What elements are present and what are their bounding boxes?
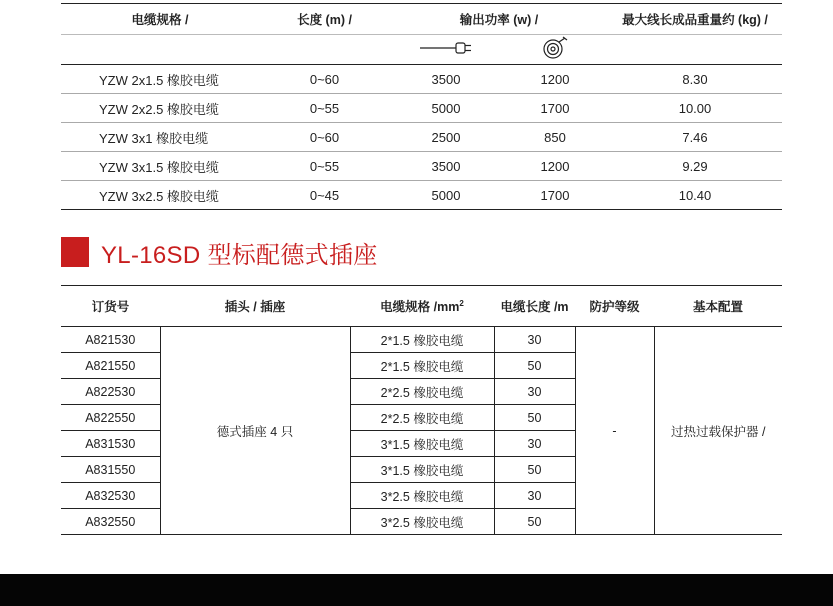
section-title: YL-16SD 型标配德式插座: [101, 241, 378, 269]
table-row: [61, 94, 782, 123]
cell-cable-spec: 2*2.5 橡胶电缆: [350, 379, 494, 405]
table-row: [61, 181, 782, 210]
cell-cable-length: 50: [494, 509, 575, 535]
section-heading: [61, 236, 378, 268]
cell-spec: YZW 3x1 橡胶电缆: [61, 123, 259, 152]
cell-order-no: A831550: [61, 457, 160, 483]
table-row: [61, 65, 782, 94]
header-basic-config: 基本配置: [654, 286, 782, 327]
header-order-no: 订货号: [61, 286, 160, 327]
cell-weight: 10.00: [608, 94, 782, 123]
plug-icon: [418, 40, 474, 56]
order-table: [61, 285, 782, 535]
cell-length: 0~60: [259, 65, 390, 94]
coiled-cable-icon: [542, 36, 568, 60]
cell-power-coiled: 1700: [502, 181, 608, 210]
cell-cable-spec: 2*1.5 橡胶电缆: [350, 327, 494, 353]
header-cable-spec: 电缆规格 $/mm^2$: [350, 286, 494, 327]
cell-length: 0~60: [259, 123, 390, 152]
cell-power-coiled: 1200: [502, 65, 608, 94]
table-row: [61, 123, 782, 152]
cell-power-coiled: 1200: [502, 152, 608, 181]
cell-cable-length: 30: [494, 327, 575, 353]
cell-order-no: A821530: [61, 327, 160, 353]
cell-cable-spec: 3*2.5 橡胶电缆: [350, 483, 494, 509]
cable-spec-header-row: [61, 4, 782, 35]
table-row: [61, 327, 782, 353]
cell-spec: YZW 3x2.5 橡胶电缆: [61, 181, 259, 210]
header-weight: 最大线长成品重量约 (kg) /: [608, 4, 782, 35]
cell-power-coiled: 1700: [502, 94, 608, 123]
table-row: [61, 152, 782, 181]
cell-weight: 8.30: [608, 65, 782, 94]
header-length: 长度 (m) /: [259, 4, 390, 35]
header-power: 输出功率 (w) /: [390, 4, 608, 35]
cell-cable-spec: 3*1.5 橡胶电缆: [350, 431, 494, 457]
cell-cable-length: 50: [494, 457, 575, 483]
power-icon-row: [61, 35, 782, 65]
cell-power-plug: 3500: [390, 65, 502, 94]
cell-weight: 10.40: [608, 181, 782, 210]
cell-spec: YZW 2x1.5 橡胶电缆: [61, 65, 259, 94]
cell-cable-spec: 3*2.5 橡胶电缆: [350, 509, 494, 535]
cell-cable-length: 50: [494, 353, 575, 379]
cell-power-plug: 5000: [390, 94, 502, 123]
cell-power-coiled: 850: [502, 123, 608, 152]
cell-cable-length: 50: [494, 405, 575, 431]
cell-spec: YZW 2x2.5 橡胶电缆: [61, 94, 259, 123]
cell-weight: 7.46: [608, 123, 782, 152]
header-plug-socket: 插头 / 插座: [160, 286, 350, 327]
cell-length: 0~55: [259, 152, 390, 181]
cell-order-no: A832550: [61, 509, 160, 535]
cell-length: 0~45: [259, 181, 390, 210]
cell-order-no: A822550: [61, 405, 160, 431]
cable-spec-table: [61, 3, 782, 210]
cell-spec: YZW 3x1.5 橡胶电缆: [61, 152, 259, 181]
cell-basic-config: 过热过载保护器 /: [654, 327, 782, 535]
cell-cable-length: 30: [494, 431, 575, 457]
cell-cable-length: 30: [494, 379, 575, 405]
cell-plug-socket: 德式插座 4 只: [160, 327, 350, 535]
cell-cable-spec: 2*2.5 橡胶电缆: [350, 405, 494, 431]
footer-band: [0, 574, 833, 606]
cell-cable-spec: 2*1.5 橡胶电缆: [350, 353, 494, 379]
cell-cable-length: 30: [494, 483, 575, 509]
order-header-row: [61, 286, 782, 327]
cell-order-no: A821550: [61, 353, 160, 379]
cell-power-plug: 5000: [390, 181, 502, 210]
cell-weight: 9.29: [608, 152, 782, 181]
cell-order-no: A831530: [61, 431, 160, 457]
cell-cable-spec: 3*1.5 橡胶电缆: [350, 457, 494, 483]
header-protection: 防护等级: [575, 286, 654, 327]
header-spec: 电缆规格 /: [61, 4, 259, 35]
cell-protection: -: [575, 327, 654, 535]
cell-order-no: A822530: [61, 379, 160, 405]
cell-order-no: A832530: [61, 483, 160, 509]
cell-power-plug: 2500: [390, 123, 502, 152]
header-cable-length: 电缆长度 /m: [494, 286, 575, 327]
cell-power-plug: 3500: [390, 152, 502, 181]
section-marker: [61, 237, 89, 267]
cell-length: 0~55: [259, 94, 390, 123]
